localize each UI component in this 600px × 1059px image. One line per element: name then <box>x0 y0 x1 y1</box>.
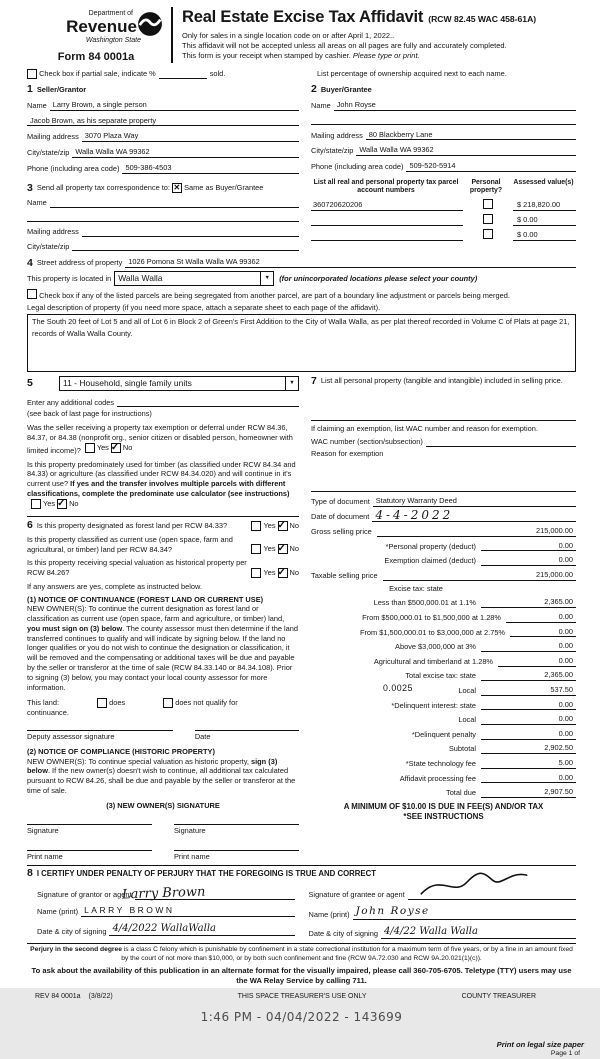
land-does-not-checkbox[interactable] <box>163 698 173 708</box>
logo-agency-name: Revenue <box>66 17 137 37</box>
notice-compliance-title: (2) NOTICE OF COMPLIANCE (HISTORIC PROPERTY) <box>27 746 215 756</box>
notice-continuance-bold: you must sign on (3) below <box>27 623 123 633</box>
section8-number: 8 <box>27 866 33 879</box>
date-of-document-label: Date of document <box>311 512 370 522</box>
partial-sale-suffix: sold. <box>209 69 226 79</box>
notice-continuance-post: . The county assessor must then determine if the land transferred continues to qualify and will indicate by signing below. If the land no longer qualifies or you do not wish to continue the designation or classification, it will be removed and the compensating or additional taxes will be due and payable by the seller or transferor at the time of sale (RCW 84.33.140 or 84.34.108). Prior to signing (3) below, you may contact your local county assessor for more information. <box>27 623 298 692</box>
tax-row-value: 0.00 <box>558 772 573 782</box>
grantee-signature-scribble <box>418 870 529 902</box>
certify-statement: I CERTIFY UNDER PENALTY OF PERJURY THAT THE FOREGOING IS TRUE AND CORRECT <box>36 868 377 878</box>
grantee-date-label: Date & city of signing <box>308 929 378 939</box>
land-does-checkbox[interactable] <box>97 698 107 708</box>
seller-name-field[interactable]: Larry Brown, a single person <box>50 100 299 111</box>
additional-codes-label: Enter any additional codes <box>27 397 115 407</box>
tax-row-value: 0.00 <box>558 728 573 738</box>
tax-row-label: From $500,000.01 to $1,500,000 at 1.28% <box>362 613 501 623</box>
additional-codes-field[interactable] <box>117 398 299 407</box>
tax-row-label: *Delinquent penalty <box>411 729 476 739</box>
reason-exemption-label: Reason for exemption <box>311 448 384 458</box>
buyer-name2-field[interactable] <box>311 116 576 125</box>
new-owner-print-name-line[interactable] <box>27 850 152 862</box>
correspondence-mailing-label: Mailing address <box>27 226 79 236</box>
instruction-line-3-italic: Please type or print. <box>352 51 420 61</box>
parcel-row <box>311 226 576 241</box>
exemption-yes-checkbox[interactable] <box>85 443 95 453</box>
parcel-col-header: List all real and personal property tax parcel account numbers <box>313 178 459 195</box>
tax-row-value: 0.00 <box>558 555 573 565</box>
wac-number-field[interactable] <box>426 438 576 447</box>
minimum-due-note: A MINIMUM OF $10.00 IS DUE IN FEE(S) AND/OR TAX <box>343 801 544 811</box>
current-use-no-checkbox[interactable] <box>278 544 288 554</box>
tax-row-label: Gross selling price <box>311 527 372 537</box>
parcel-number-field[interactable] <box>311 240 463 241</box>
deputy-date-line[interactable] <box>195 730 299 742</box>
no-label: No <box>69 498 79 508</box>
correspondence-mailing-field[interactable] <box>82 228 299 237</box>
grantee-date-field[interactable]: 4/4/22 Walla Walla <box>381 925 576 939</box>
tax-row-label: Total excise tax: state <box>405 671 476 681</box>
segregated-label: Check box if any of the listed parcels are being segregated from another parcel, are part of a boundary line adjustment or parcels being merged. <box>39 291 510 301</box>
tax-row-value: 2,902.50 <box>544 743 573 753</box>
legal-description-field[interactable]: The South 20 feet of Lot 5 and all of Lot 6 in Block 2 of Green's First Addition to the City of Walla Walla, as per plat thereof recorded in Volume C of Plats at page 21, records of Walla Walla County. <box>27 314 576 372</box>
buyer-mailing-label: Mailing address <box>311 130 363 140</box>
partial-sale-checkbox[interactable] <box>27 69 37 79</box>
dropdown-arrow-icon[interactable]: ▼ <box>260 272 273 285</box>
yes-label: Yes <box>43 498 56 508</box>
seller-mailing-field[interactable]: 3070 Plaza Way <box>82 131 299 142</box>
this-land-label: This land: <box>27 698 60 708</box>
logo-dept-line: Department of <box>88 10 133 17</box>
seller-city-label: City/state/zip <box>27 148 70 158</box>
form-header <box>27 5 576 65</box>
notice-compliance-pre: NEW OWNER(S): To continue special valuation as historic property, <box>27 756 251 766</box>
tax-row-value: 0.00 <box>558 641 573 651</box>
assessed-value-field[interactable]: $ 0.00 <box>513 215 576 226</box>
assessed-value-col-header: Assessed value(s) <box>513 178 574 186</box>
exemption-question <box>27 423 299 455</box>
new-owner-signature-title: (3) NEW OWNER(S) SIGNATURE <box>106 800 220 810</box>
type-of-document-label: Type of document <box>311 497 370 507</box>
no-label: No <box>289 568 299 577</box>
buyer-city-field[interactable]: Walla Walla WA 99362 <box>356 145 576 156</box>
instruction-line-2: This affidavit will not be accepted unless all areas on all pages are fully and accurately completed. <box>182 40 507 50</box>
date-of-document-field[interactable]: 4-4-2022 <box>372 509 576 522</box>
title-rcw-ref: (RCW 82.45 WAC 458-61A) <box>428 14 537 24</box>
seller-city-field[interactable]: Walla Walla WA 99362 <box>72 147 299 158</box>
personal-property-col-header: Personal property? <box>469 178 503 195</box>
legal-description-label: Legal description of property (if you need more space, attach a separate sheet to each page of the affidavit). <box>27 302 381 312</box>
see-instructions-note: *SEE INSTRUCTIONS <box>403 812 484 822</box>
tax-row-label: From $1,500,000.01 to $3,000,000 at 2.75% <box>359 627 505 637</box>
buyer-phone-field[interactable]: 509-520-5914 <box>406 161 576 172</box>
tax-row-value: 0.00 <box>558 699 573 709</box>
deputy-assessor-label: Deputy assessor signature <box>27 732 115 742</box>
yes-label: Yes <box>263 544 276 554</box>
historic-question: Is this property receiving special valuation as historical property per RCW 84.26? <box>27 558 247 578</box>
no-label: No <box>122 442 133 452</box>
tax-row-value: 2,365.00 <box>544 670 573 680</box>
land-use-code-value: 11 - Household, single family units <box>63 377 192 388</box>
grantor-signature-script: Larry Brown <box>121 884 206 903</box>
buyer-city-label: City/state/zip <box>311 146 354 156</box>
signature-label: Signature <box>27 826 59 836</box>
notice-continuance-body <box>27 604 299 692</box>
county-treasurer-label: COUNTY TREASURER <box>461 993 536 1001</box>
parcel-number-field[interactable] <box>311 225 463 226</box>
tax-row-value: 5.00 <box>558 757 573 767</box>
wac-number-label: WAC number (section/subsection) <box>311 436 423 446</box>
header-divider <box>171 7 173 63</box>
tax-row-label: Subtotal <box>448 744 476 754</box>
seller-name-label: Name <box>27 100 47 110</box>
yes-label: Yes <box>96 442 109 452</box>
land-use-code-select[interactable] <box>59 376 299 391</box>
timber-question-text: Is this property predominately used for timber (as classified under RCW 84.34 and 84.33) or agriculture (as classified under RCW 84.34.020) and will continue in it's current use? <box>27 459 296 489</box>
section4-number: 4 <box>27 256 33 269</box>
parcel-row <box>311 196 576 211</box>
section3-label: Send all property tax correspondence to: <box>36 182 170 192</box>
tax-row-label: Local <box>458 715 476 725</box>
current-use-question: Is this property classified as current use (open space, farm and agricultural, or timber) land per RCW 84.34? <box>27 534 233 554</box>
instruction-line-1: Only for sales in a single location code on or after April 1, 2022.. <box>182 30 395 40</box>
notice-compliance-body <box>27 757 299 796</box>
tax-row-label: Exemption claimed (deduct) <box>384 556 476 566</box>
segregated-checkbox[interactable] <box>27 289 37 299</box>
grantee-signature-label: Signature of grantee or agent <box>308 890 405 900</box>
page-title: Real Estate Excise Tax Affidavit <box>182 8 424 26</box>
correspondence-city-field[interactable] <box>72 242 299 251</box>
tax-row-value: 215,000.00 <box>536 569 573 579</box>
located-in-label: This property is located in <box>27 273 112 283</box>
exemption-claim-note: If claiming an exemption, list WAC number and reason for exemption. <box>311 424 538 434</box>
logo-state-line: Washington State <box>85 37 141 45</box>
forest-land-question: Is this property designated as forest land per RCW 84.33? <box>36 521 228 531</box>
continuance-word: continuance. <box>27 708 69 718</box>
tax-row-value: 215,000.00 <box>536 526 573 536</box>
parcel-row <box>311 211 576 226</box>
section7-number: 7 <box>311 374 317 387</box>
codes-note: (see back of last page for instructions) <box>27 409 152 419</box>
grantor-date-label: Date & city of signing <box>37 926 107 936</box>
forest-yes-checkbox[interactable] <box>251 521 261 531</box>
page-number-note: Page 1 of <box>550 1050 580 1058</box>
seller-phone-field[interactable]: 509-386-4503 <box>122 163 299 174</box>
section1-number: 1 <box>27 82 33 95</box>
grantee-name-label: Name (print) <box>308 910 350 920</box>
correspondence-city-label: City/state/zip <box>27 241 70 251</box>
tax-row-value: 0.00 <box>558 714 573 724</box>
new-owner-print-name-line[interactable] <box>174 850 299 862</box>
tax-row-value: 0.00 <box>558 540 573 550</box>
street-address-field[interactable]: 1026 Pomona St Walla Walla WA 99362 <box>125 257 576 268</box>
treasurer-space-label: THIS SPACE TREASURER'S USE ONLY <box>237 993 367 1001</box>
correspondence-name-field[interactable] <box>50 199 299 208</box>
tax-row-value: 2,365.00 <box>544 597 573 607</box>
section3-number: 3 <box>27 181 33 194</box>
forest-no-checkbox[interactable] <box>278 521 288 531</box>
instruction-line-3 <box>182 51 576 61</box>
section2-number: 2 <box>311 82 317 95</box>
perjury-body: is a class C felony which is punishable by confinement in a state correctional institution for a maximum term of five years, or by a fine in an amount fixed by the court of not more than $10,000, or by both such confinement and fine (RCW 9A.72.030 and RCW 9A.20.021(1)(c)). <box>121 946 573 962</box>
partial-sale-percent-field[interactable] <box>159 78 207 79</box>
exemption-no-checkbox[interactable] <box>111 443 121 453</box>
yes-label: Yes <box>263 520 276 530</box>
rev-number: REV 84 0001a <box>35 993 81 1001</box>
same-as-buyer-label: Same as Buyer/Grantee <box>184 182 264 192</box>
buyer-mailing-field[interactable]: 80 Blackberry Lane <box>366 130 576 141</box>
form-number: Form 84 0001a <box>57 51 135 64</box>
located-in-county-select[interactable] <box>114 271 274 286</box>
assessed-value-field[interactable]: $ 0.00 <box>513 230 576 241</box>
tax-row-value: 0.00 <box>558 655 573 665</box>
located-in-note: (for unincorporated locations please select your county) <box>279 273 478 283</box>
print-name-label: Print name <box>27 852 63 862</box>
exemption-question-text: Was the seller receiving a property tax exemption or deferral under RCW 84.36, 84.37, or 84.38 (nonprofit org., senior citizen or disabled person, homeowner with limited income)? <box>27 423 293 455</box>
tax-row-label: Affidavit processing fee <box>399 773 476 783</box>
tax-row-value: 0.00 <box>558 626 573 636</box>
personal-property-checkbox[interactable] <box>483 199 493 209</box>
tax-row-value: 537.50 <box>550 685 573 694</box>
personal-property-checkbox[interactable] <box>483 214 493 224</box>
tax-row-label: Above $3,000,000 at 3% <box>395 642 476 652</box>
timber-question <box>27 460 299 512</box>
section2-title: Buyer/Grantee <box>320 84 372 94</box>
tty-notice: To ask about the availability of this publication in an alternate format for the visually impaired, please call 360-705-6705. Teletype (TTY) users may use the WA Relay Service by calling 711. <box>31 966 572 986</box>
current-use-yes-checkbox[interactable] <box>251 544 261 554</box>
buyer-name-label: Name <box>311 100 331 110</box>
section1-title: Seller/Grantor <box>36 84 87 94</box>
notice-compliance-bold: sign (3) below <box>27 756 278 776</box>
tax-row-label: *Delinquent interest: state <box>391 700 476 710</box>
dor-logo <box>27 5 165 65</box>
correspondence-name-label: Name <box>27 198 47 208</box>
ownership-note: List percentage of ownership acquired next to each name. <box>317 69 507 79</box>
section5-number: 5 <box>27 376 33 389</box>
section6-number: 6 <box>27 519 33 532</box>
tax-row-label: Local <box>458 686 476 695</box>
tax-row-label: *State technology fee <box>405 758 476 768</box>
partial-sale-label: Check box if partial sale, indicate % <box>39 69 156 79</box>
new-owner-signature-line[interactable] <box>174 824 299 836</box>
no-label: No <box>289 520 299 530</box>
assessed-value-field[interactable]: $ 218,820.00 <box>513 200 576 211</box>
timber-no-checkbox[interactable] <box>57 499 67 509</box>
perjury-notice <box>27 946 576 963</box>
located-in-county-value: Walla Walla <box>118 273 163 284</box>
grantee-name-field[interactable]: John Royse <box>353 905 576 920</box>
grantor-name-field[interactable]: LARRY BROWN <box>81 905 294 917</box>
local-rate-value: 0.0025 <box>383 683 413 694</box>
instruction-line-3-text: This form is your receipt when stamped by cashier. <box>182 51 353 61</box>
signature-label: Signature <box>174 826 206 836</box>
yes-label: Yes <box>263 568 276 577</box>
if-yes-note: If any answers are yes, complete as instructed below. <box>27 581 202 591</box>
parcel-number-field[interactable]: 360720620206 <box>311 200 463 211</box>
new-owner-signature-line[interactable] <box>27 824 152 836</box>
correspondence-name2-field[interactable] <box>27 213 299 222</box>
header-instructions <box>182 31 576 61</box>
tax-row-label: Total due <box>446 788 476 798</box>
excise-tax-state-header: Excise tax: state <box>389 583 443 593</box>
personal-property-checkbox[interactable] <box>483 229 493 239</box>
land-does-label: does <box>109 698 126 708</box>
tax-row-label: Agricultural and timberland at 1.28% <box>373 656 493 666</box>
tax-row-label: Less than $500,000.01 at 1.1% <box>373 598 476 608</box>
buyer-phone-label: Phone (including area code) <box>311 162 404 172</box>
grantor-signature-label: Signature of grantor or agent <box>37 890 132 900</box>
notice-continuance-pre: NEW OWNER(S): To continue the current designation as forest land or classification as current use (open space, farm and agriculture, or timber) land, <box>27 604 285 624</box>
grantor-name-label: Name (print) <box>37 907 79 917</box>
dropdown-arrow-icon[interactable]: ▼ <box>285 377 298 390</box>
type-of-document-field[interactable]: Statutory Warranty Deed <box>373 496 576 507</box>
revenue-swirl-icon <box>137 11 163 40</box>
treasurer-stamp: 1:46 PM - 04/04/2022 - 143699 <box>200 1010 403 1025</box>
deputy-assessor-signature-line[interactable] <box>27 730 173 742</box>
no-label: No <box>289 544 299 554</box>
street-address-label: Street address of property <box>36 258 123 268</box>
section7-label: List all personal property (tangible and intangible) included in selling price. <box>320 375 563 385</box>
same-as-buyer-checkbox[interactable] <box>172 183 182 193</box>
seller-name2-field[interactable]: Jacob Brown, as his separate property <box>27 116 299 127</box>
rev-date: (3/8/22) <box>88 993 113 1001</box>
print-size-note: Print on legal size paper <box>496 1040 584 1050</box>
tax-row-value: 0.00 <box>558 612 573 622</box>
land-does-not-label: does not qualify for <box>175 698 238 708</box>
tax-row-value: 2,907.50 <box>544 787 573 797</box>
notice-compliance-post: . If the new owner(s) doesn't wish to continue, all additional tax calculated pursuant to RCW 84.26, shall be due and payable by the seller or transferor at the time of sale. <box>27 766 296 795</box>
timber-question-bold: If yes and the transfer involves multiple parcels with different classifications, complete the predominate use calculator (see instructions) <box>27 479 290 498</box>
notice-continuance-title: (1) NOTICE OF CONTINUANCE (FOREST LAND OR CURRENT USE) <box>27 594 264 604</box>
historic-no-checkbox[interactable] <box>278 568 288 578</box>
grantor-date-field[interactable]: 4/4/2022 WallaWalla <box>109 922 294 936</box>
seller-phone-label: Phone (including area code) <box>27 163 120 173</box>
tax-row-label: *Personal property (deduct) <box>385 541 476 551</box>
deputy-date-label: Date <box>194 732 211 742</box>
perjury-lead: Perjury in the second degree <box>30 946 122 954</box>
timber-yes-checkbox[interactable] <box>31 499 41 509</box>
buyer-name-field[interactable]: John Royse <box>334 100 576 111</box>
tax-row-label: Taxable selling price <box>311 570 378 580</box>
historic-yes-checkbox[interactable] <box>251 568 261 578</box>
seller-mailing-label: Mailing address <box>27 132 79 142</box>
print-name-label: Print name <box>174 852 210 862</box>
